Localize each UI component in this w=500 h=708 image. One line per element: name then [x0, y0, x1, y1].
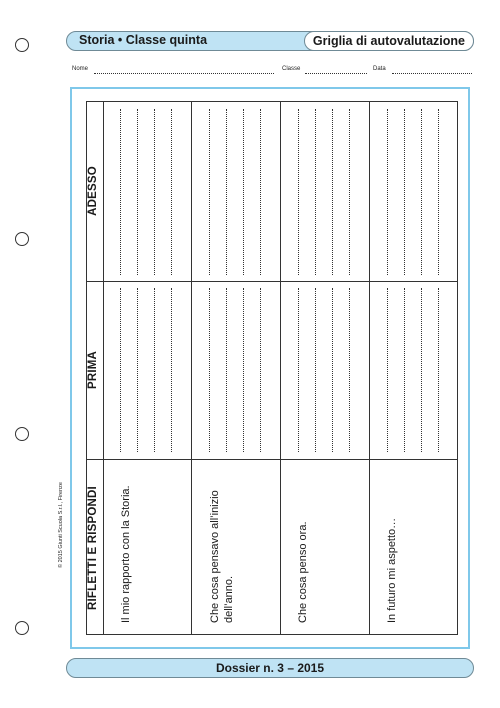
- answer-line[interactable]: [260, 109, 261, 275]
- header-bar: [66, 31, 474, 51]
- document-type-label: Griglia di autovalutazione: [304, 31, 474, 51]
- column-header-rifletti-e-rispondi: RIFLETTI E RISPONDI: [87, 486, 99, 610]
- column-header-prima: PRIMA: [87, 350, 99, 390]
- answer-line[interactable]: [120, 109, 121, 275]
- answer-line[interactable]: [298, 288, 299, 452]
- class-label: Classe: [282, 66, 301, 72]
- binder-hole-1: [15, 38, 29, 52]
- self-assessment-grid: [86, 101, 458, 635]
- prompt-penso-ora: Che cosa penso ora.: [297, 521, 309, 623]
- answer-line[interactable]: [315, 109, 316, 275]
- date-field-line[interactable]: [392, 73, 472, 74]
- answer-line[interactable]: [404, 288, 405, 452]
- binder-hole-4: [15, 621, 29, 635]
- answer-line[interactable]: [404, 109, 405, 275]
- column-divider-prima-rifletti: [87, 459, 457, 460]
- answer-line[interactable]: [315, 288, 316, 452]
- answer-line[interactable]: [226, 109, 227, 275]
- answer-line[interactable]: [137, 109, 138, 275]
- row-divider-2: [280, 102, 281, 634]
- answer-line[interactable]: [226, 288, 227, 452]
- answer-line[interactable]: [171, 109, 172, 275]
- answer-line[interactable]: [332, 288, 333, 452]
- answer-line[interactable]: [387, 109, 388, 275]
- date-label: Data: [373, 66, 386, 72]
- row-divider-3: [369, 102, 370, 634]
- answer-line[interactable]: [438, 288, 439, 452]
- class-field-line[interactable]: [305, 73, 367, 74]
- answer-line[interactable]: [209, 288, 210, 452]
- answer-line[interactable]: [349, 109, 350, 275]
- answer-line[interactable]: [421, 109, 422, 275]
- name-label: Nome: [72, 66, 89, 72]
- prompt-futuro: In futuro mi aspetto…: [386, 517, 398, 623]
- name-field-line[interactable]: [94, 73, 274, 74]
- answer-line[interactable]: [137, 288, 138, 452]
- answer-line[interactable]: [421, 288, 422, 452]
- row-divider-1: [191, 102, 192, 634]
- answer-line[interactable]: [243, 288, 244, 452]
- dossier-label: Dossier n. 3 – 2015: [215, 661, 325, 675]
- column-divider-adesso-prima: [87, 281, 457, 282]
- column-header-adesso: ADESSO: [87, 166, 99, 216]
- prompt-rapporto-storia: Il mio rapporto con la Storia.: [120, 485, 132, 623]
- answer-line[interactable]: [298, 109, 299, 275]
- prompt-pensavo-inizio: Che cosa pensavo all’inizio dell’anno.: [209, 490, 235, 623]
- answer-line[interactable]: [209, 109, 210, 275]
- binder-hole-2: [15, 232, 29, 246]
- subject-title: Storia • Classe quinta: [79, 33, 208, 47]
- answer-line[interactable]: [387, 288, 388, 452]
- answer-line[interactable]: [120, 288, 121, 452]
- answer-line[interactable]: [438, 109, 439, 275]
- answer-line[interactable]: [349, 288, 350, 452]
- copyright-notice: © 2015 Giunti Scuola S.r.l., Firenze: [58, 482, 64, 568]
- binder-hole-3: [15, 427, 29, 441]
- answer-line[interactable]: [171, 288, 172, 452]
- answer-line[interactable]: [154, 288, 155, 452]
- answer-line[interactable]: [332, 109, 333, 275]
- footer-bar: [66, 658, 474, 678]
- answer-line[interactable]: [243, 109, 244, 275]
- answer-line[interactable]: [154, 109, 155, 275]
- answer-line[interactable]: [260, 288, 261, 452]
